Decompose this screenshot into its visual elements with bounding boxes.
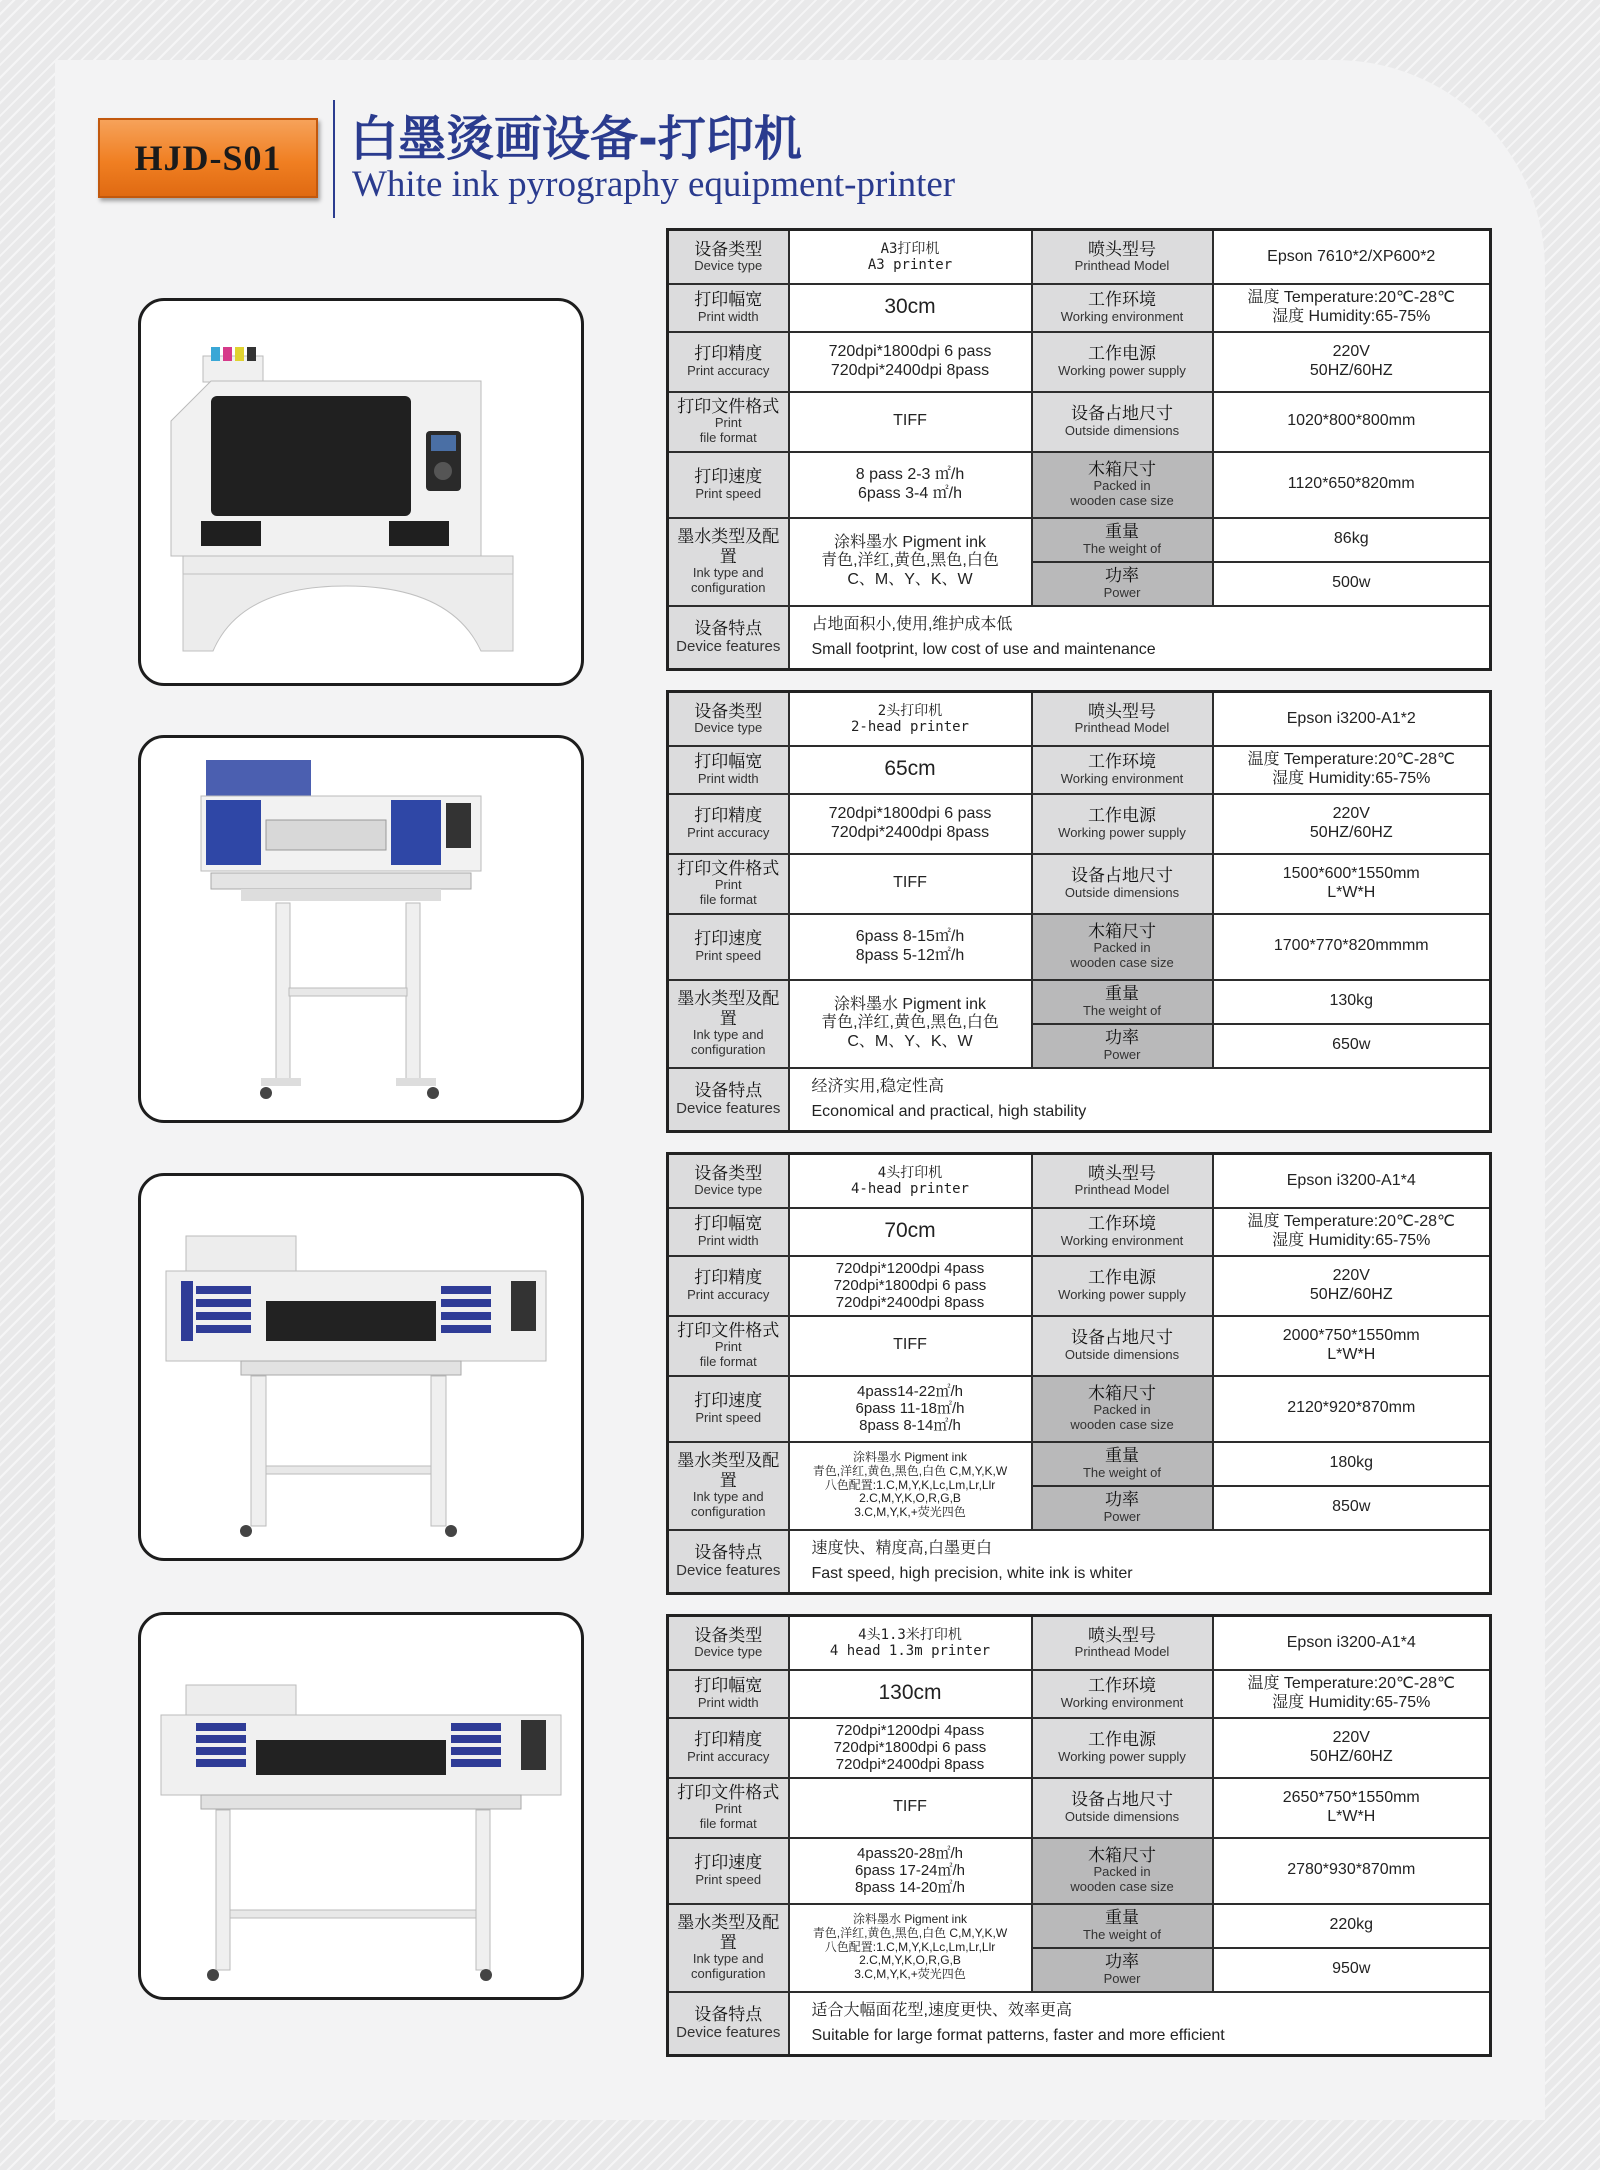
value-dimensions: 1020*800*800mm bbox=[1213, 392, 1491, 452]
label-power: 功率 Power bbox=[1032, 1948, 1213, 1992]
value-weight: 220kg bbox=[1213, 1904, 1491, 1948]
value-environment: 温度 Temperature:20℃-28℃ 湿度 Humidity:65-75% bbox=[1213, 1670, 1491, 1718]
value-power: 950w bbox=[1213, 1948, 1491, 1992]
model-code: HJD-S01 bbox=[134, 138, 282, 178]
label-print-width: 打印幅宽 Print width bbox=[668, 1670, 789, 1718]
4head-printer-image bbox=[141, 1176, 581, 1558]
value-weight: 180kg bbox=[1213, 1442, 1491, 1486]
spec-table-a3 bbox=[666, 228, 1492, 671]
spec-table-2head bbox=[666, 690, 1492, 1133]
value-power: 650w bbox=[1213, 1024, 1491, 1068]
label-environment: 工作环境 Working environment bbox=[1032, 746, 1213, 794]
label-weight: 重量 The weight of bbox=[1032, 1904, 1213, 1948]
label-case-size: 木箱尺寸 Packed in wooden case size bbox=[1032, 1838, 1213, 1904]
value-print-width: 130cm bbox=[789, 1670, 1032, 1718]
value-power-supply: 220V 50HZ/60HZ bbox=[1213, 794, 1491, 854]
label-print-width: 打印幅宽 Print width bbox=[668, 1208, 789, 1256]
value-accuracy: 720dpi*1800dpi 6 pass 720dpi*2400dpi 8pass bbox=[789, 332, 1032, 392]
value-device-type: 4头打印机 4-head printer bbox=[789, 1154, 1032, 1208]
value-printhead: Epson i3200-A1*4 bbox=[1213, 1154, 1491, 1208]
label-dimensions: 设备占地尺寸 Outside dimensions bbox=[1032, 1316, 1213, 1376]
2head-printer-image bbox=[141, 738, 581, 1120]
label-speed: 打印速度 Print speed bbox=[668, 914, 789, 980]
label-device-type: 设备类型 Device type bbox=[668, 1616, 789, 1670]
photo-a3-printer bbox=[138, 298, 584, 686]
value-case-size: 1120*650*820mm bbox=[1213, 452, 1491, 518]
value-weight: 86kg bbox=[1213, 518, 1491, 562]
value-ink: 涂料墨水 Pigment ink 青色,洋红,黄色,黑色,白色 C,M,Y,K,W 八色配置:1.C,M,Y,K,Lc,Lm,Lr,Llr 2.C,M,Y,K,O,R,G,B 3.C,M,Y,K,+荧光四色 bbox=[789, 1904, 1032, 1992]
value-print-width: 30cm bbox=[789, 284, 1032, 332]
value-file-format: TIFF bbox=[789, 392, 1032, 452]
label-accuracy: 打印精度 Print accuracy bbox=[668, 332, 789, 392]
model-badge bbox=[98, 118, 318, 198]
label-ink: 墨水类型及配置 Ink type and configuration bbox=[668, 1442, 789, 1530]
label-power-supply: 工作电源 Working power supply bbox=[1032, 1718, 1213, 1778]
value-features: 占地面积小,使用,维护成本低 Small footprint, low cost of use and maintenance bbox=[789, 606, 1491, 670]
label-features: 设备特点 Device features bbox=[668, 1068, 789, 1132]
value-power: 850w bbox=[1213, 1486, 1491, 1530]
label-speed: 打印速度 Print speed bbox=[668, 452, 789, 518]
label-file-format: 打印文件格式 Print file format bbox=[668, 854, 789, 914]
label-device-type: 设备类型 Device type bbox=[668, 692, 789, 746]
value-power-supply: 220V 50HZ/60HZ bbox=[1213, 1256, 1491, 1316]
value-print-width: 65cm bbox=[789, 746, 1032, 794]
page-title-cn: 白墨烫画设备-打印机 bbox=[350, 111, 802, 167]
label-printhead: 喷头型号 Printhead Model bbox=[1032, 230, 1213, 284]
a3-printer-image bbox=[141, 301, 581, 683]
label-ink: 墨水类型及配置 Ink type and configuration bbox=[668, 980, 789, 1068]
label-file-format: 打印文件格式 Print file format bbox=[668, 392, 789, 452]
label-power: 功率 Power bbox=[1032, 1486, 1213, 1530]
value-case-size: 2120*920*870mm bbox=[1213, 1376, 1491, 1442]
value-device-type: 4头1.3米打印机 4 head 1.3m printer bbox=[789, 1616, 1032, 1670]
label-file-format: 打印文件格式 Print file format bbox=[668, 1778, 789, 1838]
value-printhead: Epson 7610*2/XP600*2 bbox=[1213, 230, 1491, 284]
value-environment: 温度 Temperature:20℃-28℃ 湿度 Humidity:65-75% bbox=[1213, 746, 1491, 794]
label-environment: 工作环境 Working environment bbox=[1032, 1208, 1213, 1256]
label-device-type: 设备类型 Device type bbox=[668, 230, 789, 284]
label-printhead: 喷头型号 Printhead Model bbox=[1032, 692, 1213, 746]
label-accuracy: 打印精度 Print accuracy bbox=[668, 794, 789, 854]
label-printhead: 喷头型号 Printhead Model bbox=[1032, 1616, 1213, 1670]
label-accuracy: 打印精度 Print accuracy bbox=[668, 1256, 789, 1316]
value-ink: 涂料墨水 Pigment ink 青色,洋红,黄色,黑色,白色 C、M、Y、K、W bbox=[789, 980, 1032, 1068]
value-file-format: TIFF bbox=[789, 1778, 1032, 1838]
label-ink: 墨水类型及配置 Ink type and configuration bbox=[668, 1904, 789, 1992]
value-environment: 温度 Temperature:20℃-28℃ 湿度 Humidity:65-75% bbox=[1213, 1208, 1491, 1256]
value-speed: 6pass 8-15㎡/h 8pass 5-12㎡/h bbox=[789, 914, 1032, 980]
value-ink: 涂料墨水 Pigment ink 青色,洋红,黄色,黑色,白色 C,M,Y,K,W 八色配置:1.C,M,Y,K,Lc,Lm,Lr,Llr 2.C,M,Y,K,O,R,G,B 3.C,M,Y,K,+荧光四色 bbox=[789, 1442, 1032, 1530]
label-power-supply: 工作电源 Working power supply bbox=[1032, 794, 1213, 854]
label-environment: 工作环境 Working environment bbox=[1032, 1670, 1213, 1718]
value-printhead: Epson i3200-A1*4 bbox=[1213, 1616, 1491, 1670]
value-ink: 涂料墨水 Pigment ink 青色,洋红,黄色,黑色,白色 C、M、Y、K、W bbox=[789, 518, 1032, 606]
label-power-supply: 工作电源 Working power supply bbox=[1032, 1256, 1213, 1316]
1.3m-printer-image bbox=[141, 1615, 581, 1997]
label-device-type: 设备类型 Device type bbox=[668, 1154, 789, 1208]
label-case-size: 木箱尺寸 Packed in wooden case size bbox=[1032, 914, 1213, 980]
label-power-supply: 工作电源 Working power supply bbox=[1032, 332, 1213, 392]
photo-4head-printer bbox=[138, 1173, 584, 1561]
value-power: 500w bbox=[1213, 562, 1491, 606]
label-features: 设备特点 Device features bbox=[668, 1992, 789, 2056]
value-case-size: 1700*770*820mmmm bbox=[1213, 914, 1491, 980]
value-speed: 4pass14-22㎡/h 6pass 11-18㎡/h 8pass 8-14㎡/h bbox=[789, 1376, 1032, 1442]
value-speed: 8 pass 2-3 ㎡/h 6pass 3-4 ㎡/h bbox=[789, 452, 1032, 518]
value-power-supply: 220V 50HZ/60HZ bbox=[1213, 1718, 1491, 1778]
value-file-format: TIFF bbox=[789, 854, 1032, 914]
label-dimensions: 设备占地尺寸 Outside dimensions bbox=[1032, 854, 1213, 914]
label-printhead: 喷头型号 Printhead Model bbox=[1032, 1154, 1213, 1208]
label-case-size: 木箱尺寸 Packed in wooden case size bbox=[1032, 452, 1213, 518]
spec-table-1.3m bbox=[666, 1614, 1492, 2057]
label-dimensions: 设备占地尺寸 Outside dimensions bbox=[1032, 1778, 1213, 1838]
label-speed: 打印速度 Print speed bbox=[668, 1838, 789, 1904]
page-title-en: White ink pyrography equipment-printer bbox=[352, 164, 956, 205]
label-weight: 重量 The weight of bbox=[1032, 980, 1213, 1024]
label-print-width: 打印幅宽 Print width bbox=[668, 284, 789, 332]
label-file-format: 打印文件格式 Print file format bbox=[668, 1316, 789, 1376]
value-accuracy: 720dpi*1800dpi 6 pass 720dpi*2400dpi 8pass bbox=[789, 794, 1032, 854]
value-case-size: 2780*930*870mm bbox=[1213, 1838, 1491, 1904]
value-power-supply: 220V 50HZ/60HZ bbox=[1213, 332, 1491, 392]
label-speed: 打印速度 Print speed bbox=[668, 1376, 789, 1442]
value-device-type: A3打印机 A3 printer bbox=[789, 230, 1032, 284]
label-features: 设备特点 Device features bbox=[668, 1530, 789, 1594]
value-environment: 温度 Temperature:20℃-28℃ 湿度 Humidity:65-75% bbox=[1213, 284, 1491, 332]
value-weight: 130kg bbox=[1213, 980, 1491, 1024]
value-dimensions: 1500*600*1550mm L*W*H bbox=[1213, 854, 1491, 914]
value-features: 适合大幅面花型,速度更快、效率更高 Suitable for large format patterns, faster and more efficient bbox=[789, 1992, 1491, 2056]
value-speed: 4pass20-28㎡/h 6pass 17-24㎡/h 8pass 14-20㎡/h bbox=[789, 1838, 1032, 1904]
photo-2head-printer bbox=[138, 735, 584, 1123]
label-weight: 重量 The weight of bbox=[1032, 518, 1213, 562]
label-ink: 墨水类型及配置 Ink type and configuration bbox=[668, 518, 789, 606]
value-file-format: TIFF bbox=[789, 1316, 1032, 1376]
value-printhead: Epson i3200-A1*2 bbox=[1213, 692, 1491, 746]
label-dimensions: 设备占地尺寸 Outside dimensions bbox=[1032, 392, 1213, 452]
spec-table-4head bbox=[666, 1152, 1492, 1595]
value-accuracy: 720dpi*1200dpi 4pass 720dpi*1800dpi 6 pass 720dpi*2400dpi 8pass bbox=[789, 1718, 1032, 1778]
label-power: 功率 Power bbox=[1032, 1024, 1213, 1068]
value-device-type: 2头打印机 2-head printer bbox=[789, 692, 1032, 746]
value-features: 经济实用,稳定性高 Economical and practical, high stability bbox=[789, 1068, 1491, 1132]
label-print-width: 打印幅宽 Print width bbox=[668, 746, 789, 794]
label-features: 设备特点 Device features bbox=[668, 606, 789, 670]
photo-1.3m-printer bbox=[138, 1612, 584, 2000]
label-power: 功率 Power bbox=[1032, 562, 1213, 606]
value-accuracy: 720dpi*1200dpi 4pass 720dpi*1800dpi 6 pass 720dpi*2400dpi 8pass bbox=[789, 1256, 1032, 1316]
value-print-width: 70cm bbox=[789, 1208, 1032, 1256]
value-dimensions: 2650*750*1550mm L*W*H bbox=[1213, 1778, 1491, 1838]
value-dimensions: 2000*750*1550mm L*W*H bbox=[1213, 1316, 1491, 1376]
label-environment: 工作环境 Working environment bbox=[1032, 284, 1213, 332]
value-features: 速度快、精度高,白墨更白 Fast speed, high precision, white ink is whiter bbox=[789, 1530, 1491, 1594]
label-case-size: 木箱尺寸 Packed in wooden case size bbox=[1032, 1376, 1213, 1442]
label-accuracy: 打印精度 Print accuracy bbox=[668, 1718, 789, 1778]
title-divider bbox=[333, 100, 335, 218]
label-weight: 重量 The weight of bbox=[1032, 1442, 1213, 1486]
